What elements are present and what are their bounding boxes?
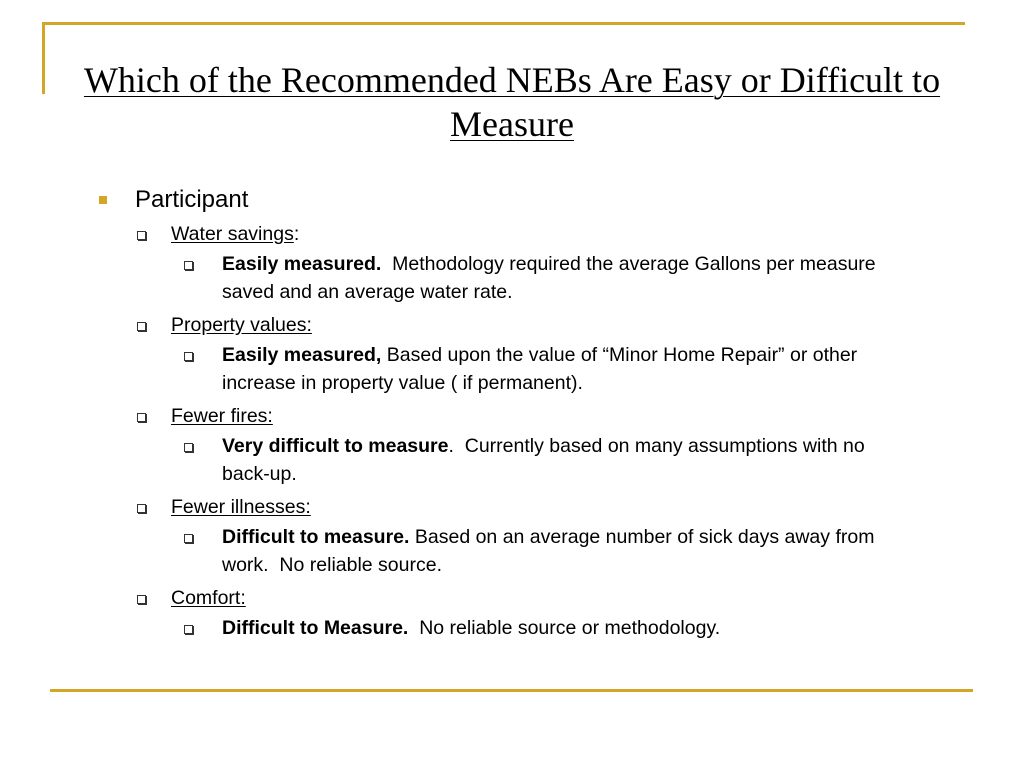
left-border-line bbox=[42, 22, 45, 94]
sub-bullet-fewer-fires bbox=[135, 402, 916, 430]
sub-bullet-water-savings bbox=[135, 220, 916, 248]
detail-water-savings bbox=[222, 250, 916, 306]
sub-bullet-label: Comfort: bbox=[171, 587, 246, 609]
sub-bullet-label: Fewer fires: bbox=[171, 405, 273, 427]
hollow-square-bullet-icon bbox=[137, 595, 146, 604]
detail-text: Based on an average number of sick days away from work. No reliable source. bbox=[222, 526, 880, 576]
sub-bullet-label: Water savings bbox=[171, 223, 294, 245]
square-bullet-icon bbox=[99, 196, 107, 204]
hollow-square-bullet-icon bbox=[184, 352, 193, 361]
sub-bullet-comfort bbox=[135, 584, 916, 612]
hollow-square-bullet-icon bbox=[137, 231, 146, 240]
hollow-square-bullet-icon bbox=[184, 261, 193, 270]
detail-bold: Very difficult to measure bbox=[222, 435, 449, 457]
sub-bullet-label: Property values: bbox=[171, 314, 312, 336]
detail-bold: Easily measured, bbox=[222, 344, 382, 366]
sub-bullet-label: Fewer illnesses: bbox=[171, 496, 311, 518]
hollow-square-bullet-icon bbox=[184, 625, 193, 634]
top-border-line bbox=[42, 22, 965, 25]
hollow-square-bullet-icon bbox=[184, 534, 193, 543]
detail-text: Methodology required the average Gallons per measure saved and an average water rate. bbox=[222, 253, 882, 303]
detail-text: . Currently based on many assumptions with no back-up. bbox=[222, 435, 871, 485]
detail-fewer-fires bbox=[222, 432, 916, 488]
hollow-square-bullet-icon bbox=[137, 413, 146, 422]
detail-bold: Easily measured. bbox=[222, 253, 382, 275]
detail-text: No reliable source or methodology. bbox=[408, 617, 721, 639]
detail-text: Based upon the value of “Minor Home Repair” or other increase in property value ( if permanent). bbox=[222, 344, 863, 394]
detail-bold: Difficult to measure. bbox=[222, 526, 410, 548]
sub-bullet-suffix: : bbox=[293, 223, 300, 245]
main-bullet-label: Participant bbox=[135, 186, 249, 213]
detail-bold: Difficult to Measure. bbox=[222, 617, 409, 639]
hollow-square-bullet-icon bbox=[137, 504, 146, 513]
sub-bullet-property-values bbox=[135, 311, 916, 339]
main-bullet-item bbox=[96, 182, 916, 218]
slide-content bbox=[96, 182, 916, 647]
sub-bullet-fewer-illnesses bbox=[135, 493, 916, 521]
slide-title: Which of the Recommended NEBs Are Easy or Difficult to Measure bbox=[83, 60, 941, 144]
detail-property-values bbox=[222, 341, 916, 397]
hollow-square-bullet-icon bbox=[184, 443, 193, 452]
bottom-border-line bbox=[50, 689, 973, 692]
detail-comfort bbox=[222, 614, 916, 642]
hollow-square-bullet-icon bbox=[137, 322, 146, 331]
detail-fewer-illnesses bbox=[222, 523, 916, 579]
